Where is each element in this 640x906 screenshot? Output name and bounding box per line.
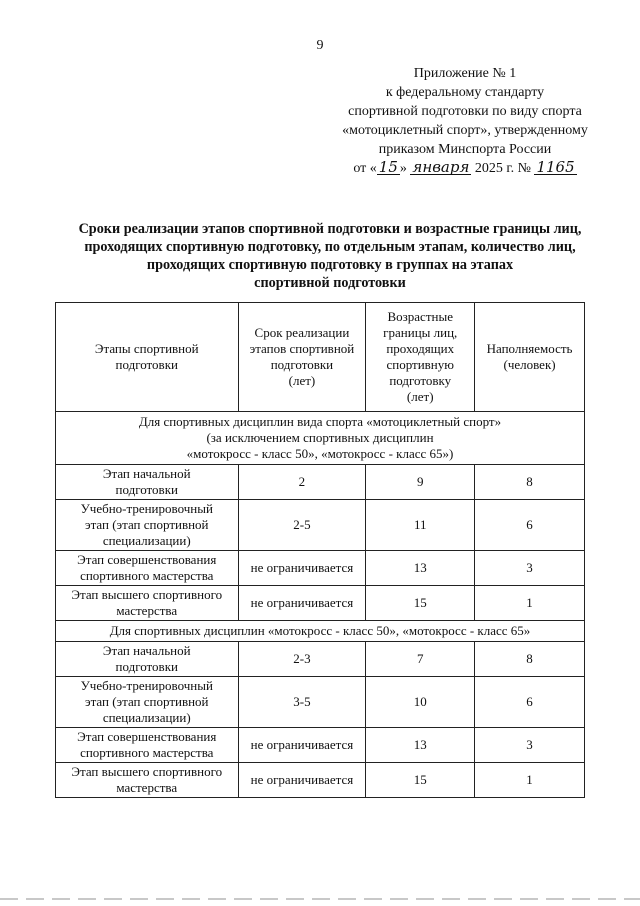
cell-capacity: 6 [475, 677, 585, 728]
table-header-row [56, 303, 585, 412]
appendix-line: «мотоциклетный спорт», утвержденному [342, 123, 588, 138]
cell-capacity: 1 [475, 763, 585, 798]
header-duration [238, 303, 366, 412]
cell-duration: не ограничивается [238, 763, 366, 798]
table-row [56, 551, 585, 586]
text-line: Этап совершенствования [77, 729, 217, 744]
cell-age: 7 [366, 642, 475, 677]
text-line: мастерства [116, 603, 178, 618]
appendix-block [300, 64, 630, 178]
cell-duration: 3-5 [238, 677, 366, 728]
table-row [56, 500, 585, 551]
text-line: Для спортивных дисциплин вида спорта «мотоциклетный спорт» [138, 414, 502, 429]
date-prefix: от « [353, 161, 377, 176]
text-line: Этапы спортивной [94, 341, 199, 356]
document-title [40, 220, 620, 292]
text-line: Этап высшего спортивного [71, 764, 223, 779]
appendix-line: к федеральному стандарту [385, 85, 545, 100]
section-row [56, 621, 585, 642]
text-line: (лет) [406, 389, 434, 404]
header-stages [56, 303, 239, 412]
handwritten-day: 15 [378, 158, 398, 176]
text-line: (лет) [288, 373, 316, 388]
title-line: проходящих спортивную подготовку в группах на этапах [146, 257, 514, 273]
section-row [56, 412, 585, 465]
appendix-date-line [300, 159, 630, 178]
table-row [56, 642, 585, 677]
text-line: границы лиц, [383, 325, 458, 340]
cell-stage [56, 551, 239, 586]
header-age [366, 303, 475, 412]
date-year: 2025 г. № [471, 161, 535, 176]
date-close: » [399, 161, 407, 176]
text-line: проходящих [386, 341, 455, 356]
table-row [56, 465, 585, 500]
cell-stage [56, 586, 239, 621]
text-line: Учебно-тренировочный [80, 678, 213, 693]
title-line: Сроки реализации этапов спортивной подготовки и возрастные границы лиц, [78, 221, 582, 237]
table-row [56, 763, 585, 798]
cell-stage [56, 500, 239, 551]
handwritten-order-number: 1165 [536, 158, 575, 176]
text-line: спортивного мастерства [80, 745, 214, 760]
table-row [56, 728, 585, 763]
text-line: специализации) [102, 710, 191, 725]
cell-stage [56, 763, 239, 798]
cell-age: 13 [366, 728, 475, 763]
cell-duration: 2-3 [238, 642, 366, 677]
cell-age: 9 [366, 465, 475, 500]
text-line: Этап начальной [102, 466, 191, 481]
title-line: спортивной подготовки [254, 275, 406, 291]
text-line: Возрастные [387, 309, 453, 324]
cell-duration: не ограничивается [238, 728, 366, 763]
cell-stage [56, 642, 239, 677]
text-line: (за исключением спортивных дисциплин [206, 430, 434, 445]
cell-age: 15 [366, 586, 475, 621]
table-row [56, 677, 585, 728]
cell-stage [56, 677, 239, 728]
text-line: «мотокросс - класс 50», «мотокросс - класс 65») [186, 446, 454, 461]
stages-table [55, 302, 585, 798]
cell-duration: не ограничивается [238, 586, 366, 621]
text-line: Учебно-тренировочный [80, 501, 213, 516]
cell-stage [56, 728, 239, 763]
cell-capacity: 3 [475, 551, 585, 586]
text-line: (человек) [503, 357, 556, 372]
appendix-title: Приложение № 1 [413, 66, 517, 81]
cell-age: 13 [366, 551, 475, 586]
cell-capacity: 8 [475, 642, 585, 677]
text-line: мастерства [116, 780, 178, 795]
text-line: подготовки [115, 659, 178, 674]
text-line: подготовки [270, 357, 334, 372]
handwritten-month: января [412, 158, 470, 176]
cell-capacity: 1 [475, 586, 585, 621]
text-line: спортивную [386, 357, 454, 372]
text-line: подготовки [115, 357, 178, 372]
cell-capacity: 8 [475, 465, 585, 500]
cell-duration: 2 [238, 465, 366, 500]
cell-age: 10 [366, 677, 475, 728]
cell-duration: не ограничивается [238, 551, 366, 586]
text-line: подготовки [115, 482, 178, 497]
section-1-heading [56, 412, 585, 465]
text-line: этап (этап спортивной [84, 517, 209, 532]
text-line: Наполняемость [486, 341, 573, 356]
text-line: Срок реализации [254, 325, 350, 340]
text-line: этап (этап спортивной [84, 694, 209, 709]
scan-artifact-line [0, 898, 640, 900]
page-number: 9 [316, 38, 324, 53]
section-2-heading: Для спортивных дисциплин «мотокросс - класс 50», «мотокросс - класс 65» [56, 621, 585, 642]
text-line: спортивного мастерства [80, 568, 214, 583]
cell-capacity: 6 [475, 500, 585, 551]
cell-age: 15 [366, 763, 475, 798]
cell-stage [56, 465, 239, 500]
table-row [56, 586, 585, 621]
text-line: Этап совершенствования [77, 552, 217, 567]
text-line: этапов спортивной [249, 341, 355, 356]
text-line: Этап высшего спортивного [71, 587, 223, 602]
text-line: подготовку [389, 373, 452, 388]
text-line: специализации) [102, 533, 191, 548]
title-line: проходящих спортивную подготовку, по отдельным этапам, количество лиц, [84, 239, 576, 255]
text-line: Этап начальной [102, 643, 191, 658]
cell-age: 11 [366, 500, 475, 551]
appendix-line: приказом Минспорта России [378, 142, 552, 157]
appendix-line: спортивной подготовки по виду спорта [348, 104, 582, 119]
cell-duration: 2-5 [238, 500, 366, 551]
cell-capacity: 3 [475, 728, 585, 763]
header-capacity [475, 303, 585, 412]
